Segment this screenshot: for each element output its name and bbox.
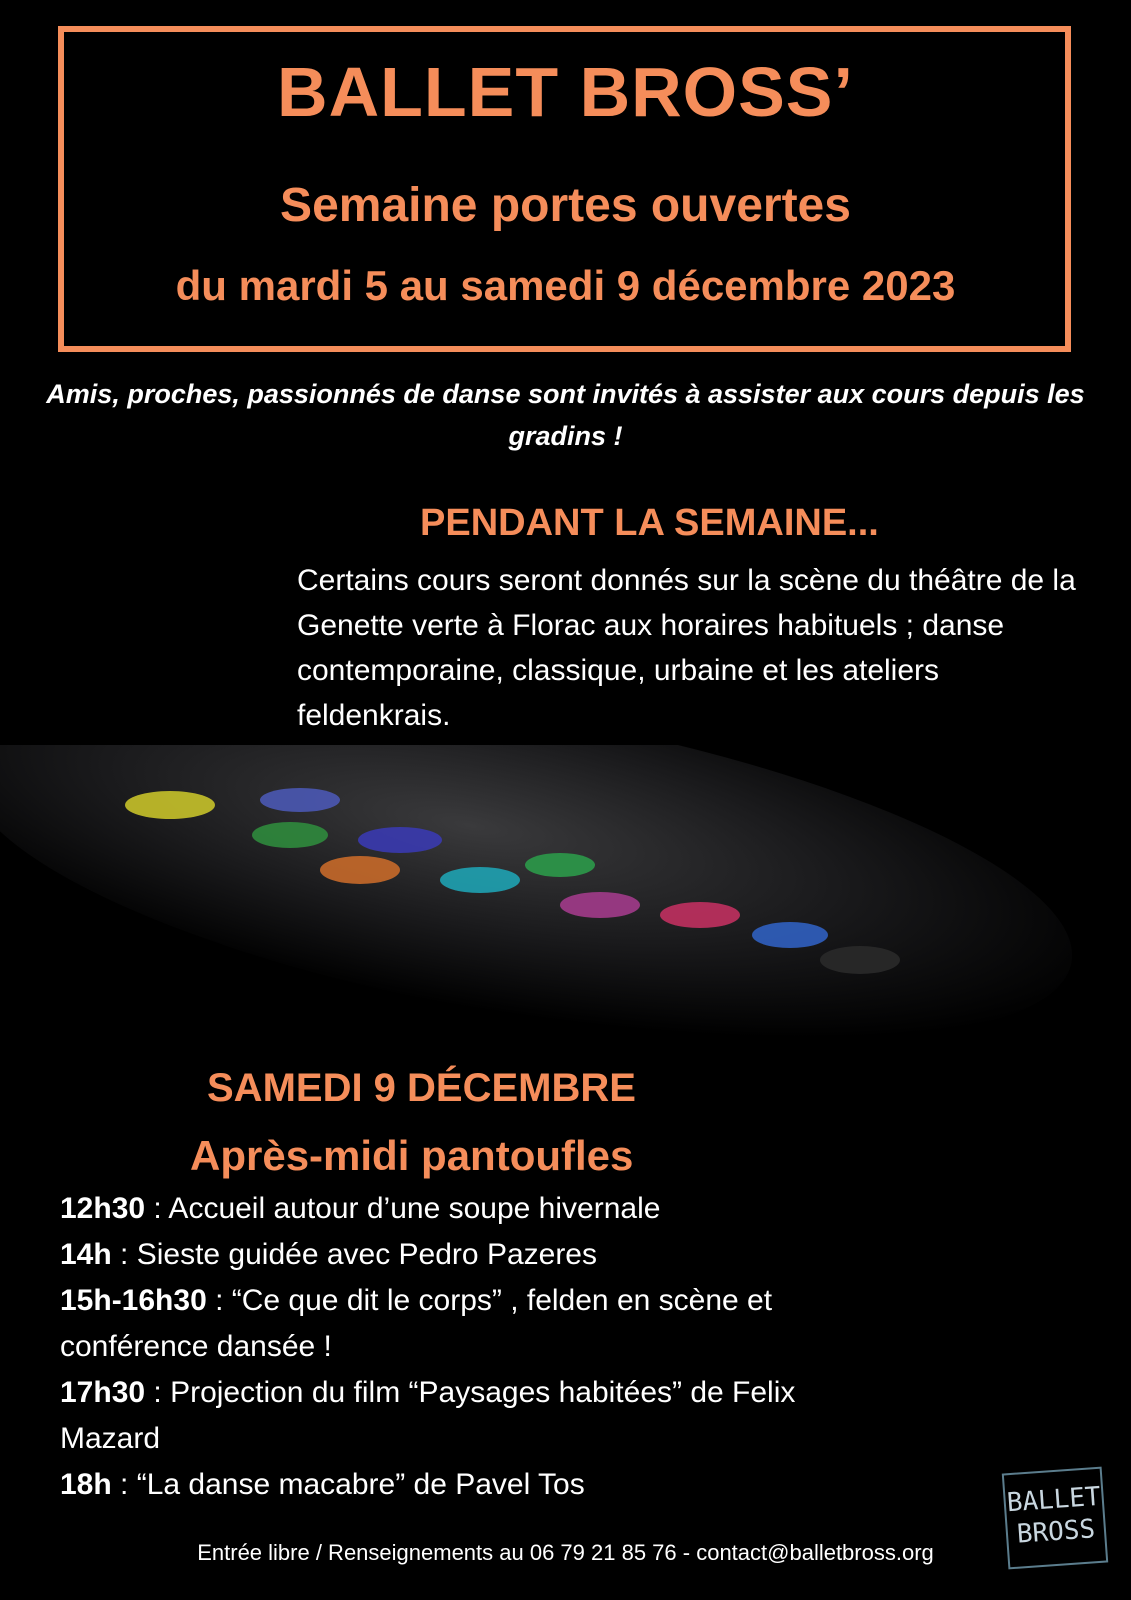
- schedule-time: 14h: [60, 1238, 112, 1271]
- logo-line-2: BROSS: [1015, 1514, 1097, 1550]
- invitation-text: Amis, proches, passionnés de danse sont invités à assister aux cours depuis les gradins !: [46, 379, 1085, 451]
- saturday-schedule: [60, 1186, 880, 1508]
- schedule-time: 17h30: [60, 1376, 146, 1409]
- schedule-time: 18h: [60, 1468, 112, 1501]
- schedule-time: 12h30: [60, 1192, 146, 1225]
- schedule-item: [60, 1232, 880, 1278]
- schedule-text: : “La danse macabre” de Pavel Tos: [111, 1468, 585, 1501]
- saturday-heading: SAMEDI 9 DÉCEMBRE: [207, 1066, 636, 1110]
- ballet-bross-logo: [1002, 1467, 1108, 1570]
- footer-contact: Entrée libre / Renseignements au 06 79 21 85 76 - contact@balletbross.org: [197, 1540, 934, 1565]
- schedule-time: 15h-16h30: [60, 1284, 207, 1317]
- dancers-photo: [0, 745, 1131, 1045]
- schedule-item: [60, 1186, 880, 1232]
- logo-line-1: BALLET: [1005, 1481, 1102, 1519]
- saturday-subheading: Après-midi pantoufles: [190, 1132, 634, 1179]
- event-dates: du mardi 5 au samedi 9 décembre 2023: [175, 262, 956, 309]
- page-title: BALLET BROSS’: [277, 53, 854, 131]
- schedule-item: [60, 1278, 880, 1370]
- schedule-item: [60, 1370, 880, 1462]
- schedule-text: : Accueil autour d’une soupe hivernale: [145, 1192, 661, 1225]
- schedule-item: [60, 1462, 880, 1508]
- schedule-text: : Projection du film “Paysages habitées” de Felix Mazard: [60, 1376, 796, 1455]
- event-subtitle: Semaine portes ouvertes: [280, 179, 851, 232]
- schedule-text: : “Ce que dit le corps” , felden en scène et conférence dansée !: [60, 1284, 773, 1363]
- week-description: Certains cours seront donnés sur la scène du théâtre de la Genette verte à Florac aux horaires habituels ; danse contemporaine, classique, urbaine et les ateliers feldenkrais.: [297, 564, 1076, 732]
- schedule-text: : Sieste guidée avec Pedro Pazeres: [111, 1238, 597, 1271]
- week-heading: PENDANT LA SEMAINE...: [420, 502, 879, 544]
